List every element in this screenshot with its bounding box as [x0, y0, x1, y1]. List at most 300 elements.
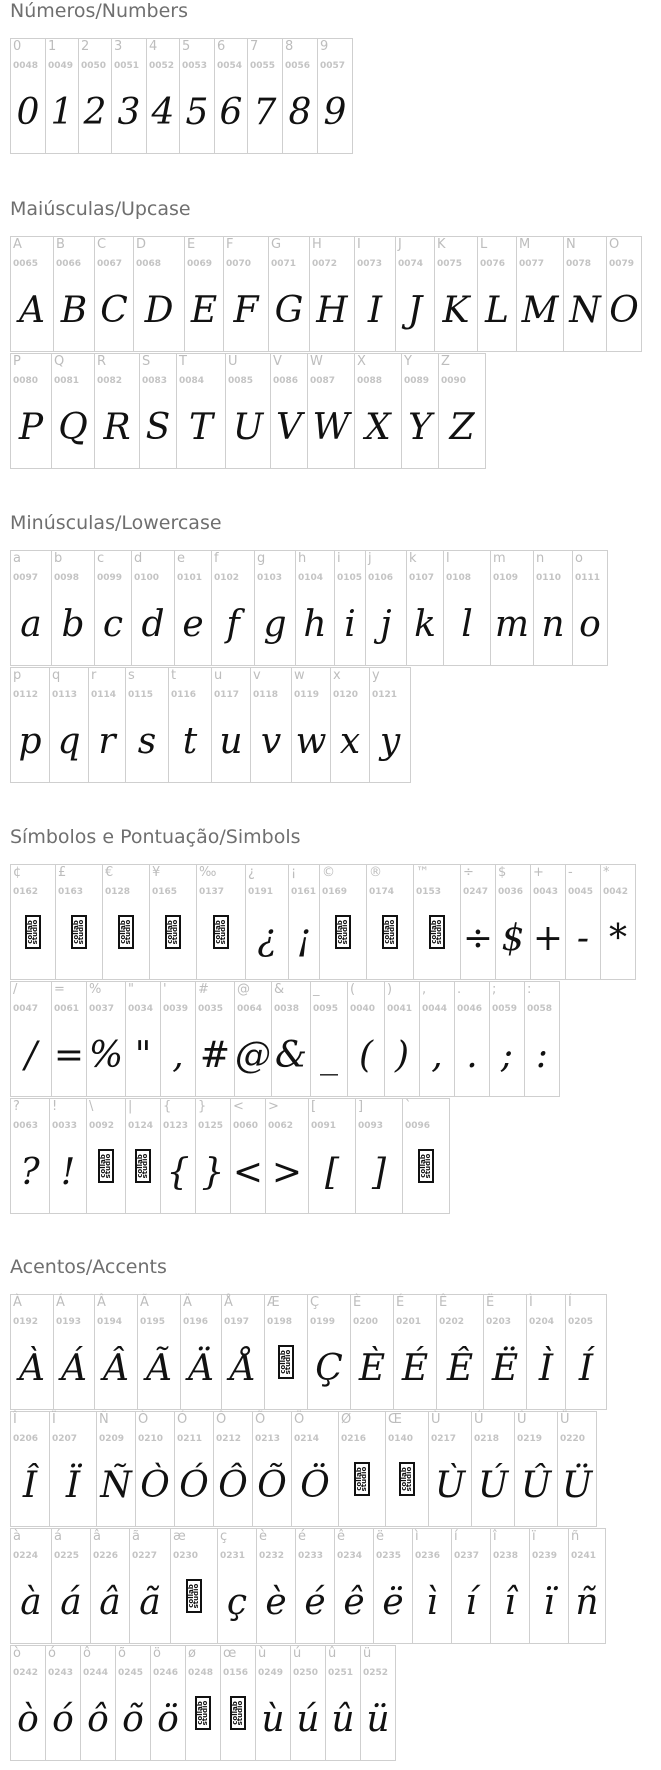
- glyph-cell: [115, 1645, 151, 1761]
- glyph-code-label: 0125: [198, 1121, 224, 1131]
- glyph-code-label: 0070: [226, 259, 252, 269]
- glyph-char-label: !: [52, 1099, 58, 1114]
- glyph-sample: /: [24, 1035, 38, 1076]
- glyph-sample: ): [394, 1035, 410, 1076]
- glyph-code-label: 0225: [54, 1551, 80, 1561]
- glyph-char-label: ö: [153, 1646, 161, 1661]
- glyph-cell: [483, 1294, 527, 1410]
- glyph-grid: [10, 550, 607, 784]
- glyph-sample: È: [358, 1348, 386, 1389]
- glyph-char-label: D: [136, 237, 147, 252]
- glyph-char-label: É: [396, 1295, 405, 1310]
- glyph-code-label: 0219: [517, 1434, 543, 1444]
- glyph-code-label: 0243: [48, 1668, 74, 1678]
- glyph-cell: [413, 864, 461, 980]
- placeholder-text: collab studio: [214, 919, 227, 945]
- glyph-cell: [317, 38, 353, 154]
- glyph-sample: J: [407, 290, 423, 331]
- glyph-code-label: 0206: [13, 1434, 39, 1444]
- glyph-code-label: 0066: [56, 259, 82, 269]
- glyph-code-label: 0140: [388, 1434, 414, 1444]
- glyph-code-label: 0054: [217, 61, 243, 71]
- glyph-cell: [354, 353, 402, 469]
- glyph-code-label: 0092: [89, 1121, 115, 1131]
- glyph-cell: [460, 864, 496, 980]
- glyph-code-label: 0200: [353, 1317, 379, 1327]
- glyph-cell: [271, 981, 311, 1097]
- glyph-code-label: 0100: [134, 573, 160, 583]
- glyph-code-label: 0062: [268, 1121, 294, 1131]
- glyph-cell: [49, 1411, 97, 1527]
- glyph-char-label: 4: [149, 39, 158, 54]
- glyph-char-label: Z: [441, 354, 450, 369]
- glyph-char-label: ©: [322, 865, 335, 880]
- glyph-code-label: 0036: [498, 887, 524, 897]
- glyph-sample: &: [274, 1035, 308, 1076]
- glyph-char-label: A: [13, 237, 22, 252]
- glyph-cell: [526, 1294, 566, 1410]
- glyph-code-label: 0165: [152, 887, 178, 897]
- glyph-grid: [10, 236, 641, 470]
- glyph-cell: [125, 1098, 161, 1214]
- glyph-cell: [10, 864, 56, 980]
- glyph-code-label: 0245: [118, 1668, 144, 1678]
- glyph-cell: [434, 236, 478, 352]
- glyph-sample: ï: [543, 1582, 555, 1623]
- glyph-code-label: 0109: [493, 573, 519, 583]
- glyph-code-label: 0239: [532, 1551, 558, 1561]
- glyph-cell: [53, 236, 95, 352]
- glyph-sample: É: [401, 1348, 429, 1389]
- glyph-cell: [256, 1528, 296, 1644]
- glyph-char-label: p: [13, 668, 22, 683]
- glyph-char-label: H: [312, 237, 322, 252]
- glyph-char-label: ó: [48, 1646, 56, 1661]
- glyph-code-label: 0197: [224, 1317, 250, 1327]
- glyph-char-label: ;: [492, 982, 497, 997]
- missing-glyph-placeholder-icon: [195, 1696, 211, 1730]
- glyph-cell: [254, 550, 296, 666]
- glyph-sample: L: [485, 290, 509, 331]
- glyph-char-label: j: [368, 551, 372, 566]
- glyph-sample: G: [274, 290, 304, 331]
- glyph-char-label: +: [533, 865, 544, 880]
- glyph-code-label: 0211: [177, 1434, 203, 1444]
- glyph-code-label: 0123: [163, 1121, 189, 1131]
- glyph-char-label: ã: [132, 1529, 140, 1544]
- glyph-code-label: 0059: [492, 1004, 518, 1014]
- glyph-code-label: 0045: [568, 887, 594, 897]
- glyph-code-label: 0091: [311, 1121, 337, 1131]
- glyph-cell: [524, 981, 560, 1097]
- glyph-sample: Å: [230, 1348, 256, 1389]
- section-title: Símbolos e Pontuação/Simbols: [10, 826, 301, 848]
- glyph-cell: [223, 236, 269, 352]
- glyph-char-label: Â: [97, 1295, 106, 1310]
- glyph-sample: 1: [50, 92, 74, 133]
- glyph-char-label: :: [527, 982, 532, 997]
- glyph-sample: i: [344, 604, 356, 645]
- missing-glyph-placeholder-icon: [25, 915, 41, 949]
- glyph-char-label: æ: [173, 1529, 186, 1544]
- glyph-sample: Ã: [146, 1348, 172, 1389]
- glyph-cell: [255, 1645, 291, 1761]
- glyph-char-label: k: [409, 551, 417, 566]
- glyph-char-label: 9: [320, 39, 329, 54]
- glyph-char-label: {: [163, 1099, 172, 1114]
- glyph-code-label: 0035: [198, 1004, 224, 1014]
- glyph-cell: [51, 981, 87, 1097]
- glyph-char-label: O: [609, 237, 620, 252]
- glyph-cell: [354, 236, 396, 352]
- glyph-sample: k: [414, 604, 436, 645]
- section-title: Maiúsculas/Upcase: [10, 198, 191, 220]
- glyph-cell: [568, 1528, 606, 1644]
- glyph-code-label: 0104: [298, 573, 324, 583]
- glyph-char-label: õ: [118, 1646, 126, 1661]
- glyph-code-label: 0105: [337, 573, 363, 583]
- glyph-cell: [137, 1294, 181, 1410]
- glyph-cell: [307, 353, 355, 469]
- glyph-code-label: 0084: [179, 376, 205, 386]
- glyph-row: [10, 1645, 606, 1761]
- missing-glyph-placeholder-icon: [399, 1462, 415, 1496]
- glyph-sample: -: [576, 918, 590, 959]
- glyph-sample: Á: [61, 1348, 87, 1389]
- glyph-char-label: C: [97, 237, 107, 252]
- glyph-cell: [529, 1528, 569, 1644]
- glyph-sample: ü: [366, 1699, 390, 1740]
- glyph-cell: [373, 1528, 413, 1644]
- section-title: Acentos/Accents: [10, 1256, 167, 1278]
- glyph-char-label: (: [350, 982, 356, 997]
- missing-glyph-placeholder-icon: [135, 1149, 151, 1183]
- glyph-char-label: Ô: [216, 1412, 227, 1427]
- glyph-sample: q: [57, 721, 81, 762]
- glyph-char-label: d: [134, 551, 143, 566]
- glyph-sample: ê: [343, 1582, 365, 1623]
- glyph-cell: [438, 353, 486, 469]
- glyph-sample: m: [494, 604, 530, 645]
- glyph-cell: [234, 981, 272, 1097]
- glyph-cell: [86, 981, 126, 1097]
- glyph-cell: [319, 864, 367, 980]
- glyph-cell: [86, 1098, 126, 1214]
- glyph-char-label: ,: [422, 982, 427, 997]
- glyph-char-label: Y: [404, 354, 412, 369]
- glyph-char-label: ‰: [199, 865, 217, 880]
- glyph-sample: ,: [172, 1035, 184, 1076]
- glyph-cell: [290, 1645, 326, 1761]
- glyph-cell: [51, 1528, 91, 1644]
- missing-glyph-placeholder-icon: [429, 915, 445, 949]
- glyph-char-label: ™: [416, 865, 429, 880]
- glyph-sample: [: [324, 1152, 340, 1193]
- glyph-sample: Ú: [477, 1465, 509, 1506]
- glyph-char-label: ]: [358, 1099, 364, 1114]
- glyph-char-label: f: [214, 551, 219, 566]
- glyph-code-label: 0044: [422, 1004, 448, 1014]
- glyph-code-label: 0052: [149, 61, 175, 71]
- glyph-char-label: %: [89, 982, 102, 997]
- glyph-cell: [401, 353, 439, 469]
- placeholder-text: collab studio: [26, 919, 39, 945]
- glyph-sample: X: [365, 407, 391, 448]
- glyph-code-label: 0235: [376, 1551, 402, 1561]
- glyph-cell: [477, 236, 517, 352]
- glyph-sample: Ä: [188, 1348, 214, 1389]
- glyph-char-label: ®: [369, 865, 382, 880]
- glyph-cell: [282, 38, 318, 154]
- glyph-code-label: 0128: [105, 887, 131, 897]
- glyph-cell: [150, 1645, 186, 1761]
- glyph-char-label: œ: [223, 1646, 237, 1661]
- glyph-cell: [412, 1528, 452, 1644]
- glyph-char-label: Î: [13, 1412, 17, 1427]
- glyph-cell: [10, 1411, 50, 1527]
- glyph-sample: Â: [103, 1348, 129, 1389]
- glyph-code-label: 0093: [358, 1121, 384, 1131]
- glyph-char-label: Ê: [439, 1295, 448, 1310]
- glyph-char-label: 1: [48, 39, 57, 54]
- glyph-cell: [265, 1098, 309, 1214]
- glyph-cell: [308, 1098, 356, 1214]
- glyph-sample: Ë: [491, 1348, 519, 1389]
- glyph-char-label: ë: [376, 1529, 384, 1544]
- glyph-code-label: 0060: [233, 1121, 259, 1131]
- glyph-char-label: ?: [13, 1099, 20, 1114]
- glyph-cell: [572, 550, 608, 666]
- glyph-char-label: [: [311, 1099, 317, 1114]
- glyph-sample: I: [367, 290, 383, 331]
- glyph-code-label: 0111: [575, 573, 601, 583]
- glyph-sample: í: [465, 1582, 477, 1623]
- glyph-char-label: l: [446, 551, 450, 566]
- glyph-sample: j: [380, 604, 392, 645]
- glyph-char-label: €: [105, 865, 114, 880]
- glyph-char-label: *: [603, 865, 610, 880]
- glyph-char-label: Ú: [474, 1412, 484, 1427]
- glyph-code-label: 0074: [398, 259, 424, 269]
- glyph-code-label: 0214: [294, 1434, 320, 1444]
- glyph-code-label: 0067: [97, 259, 123, 269]
- glyph-code-label: 0078: [566, 259, 592, 269]
- glyph-code-label: 0099: [97, 573, 123, 583]
- glyph-char-label: b: [54, 551, 63, 566]
- glyph-cell: [184, 236, 224, 352]
- placeholder-text: collab studio: [136, 1153, 149, 1179]
- glyph-sample: Ô: [218, 1465, 248, 1506]
- glyph-code-label: 0073: [357, 259, 383, 269]
- glyph-char-label: ü: [363, 1646, 372, 1661]
- glyph-code-label: 0082: [97, 376, 123, 386]
- glyph-sample: l: [461, 604, 473, 645]
- glyph-code-label: 0033: [52, 1121, 78, 1131]
- glyph-char-label: =: [54, 982, 65, 997]
- glyph-char-label: &: [274, 982, 285, 997]
- glyph-cell: [125, 667, 169, 783]
- glyph-code-label: 0162: [13, 887, 39, 897]
- glyph-cell: [250, 667, 292, 783]
- glyph-sample: â: [99, 1582, 121, 1623]
- glyph-code-label: 0124: [128, 1121, 154, 1131]
- missing-glyph-placeholder-icon: [71, 915, 87, 949]
- glyph-char-label: Ü: [560, 1412, 570, 1427]
- glyph-char-label: í: [454, 1529, 458, 1544]
- glyph-char-label: i: [337, 551, 341, 566]
- glyph-cell: [78, 38, 112, 154]
- missing-glyph-placeholder-icon: [354, 1462, 370, 1496]
- glyph-code-label: 0192: [13, 1317, 39, 1327]
- glyph-sample: U: [232, 407, 264, 448]
- missing-glyph-placeholder-icon: [418, 1149, 434, 1183]
- glyph-sample: Ö: [300, 1465, 330, 1506]
- glyph-code-label: 0065: [13, 259, 39, 269]
- glyph-code-label: 0071: [271, 259, 297, 269]
- glyph-code-label: 0051: [114, 61, 140, 71]
- glyph-cell: [10, 1294, 54, 1410]
- glyph-char-label: 5: [182, 39, 191, 54]
- glyph-code-label: 0069: [187, 259, 213, 269]
- glyph-cell: [94, 1294, 138, 1410]
- glyph-sample: E: [190, 290, 218, 331]
- glyph-char-label: Ï: [52, 1412, 56, 1427]
- glyph-cell: [160, 981, 196, 1097]
- glyph-cell: [565, 864, 601, 980]
- glyph-sample: ,: [431, 1035, 443, 1076]
- glyph-cell: [10, 1645, 46, 1761]
- glyph-code-label: 0063: [13, 1121, 39, 1131]
- glyph-char-label: 7: [250, 39, 259, 54]
- placeholder-text: collab studio: [355, 1466, 368, 1492]
- glyph-cell: [369, 667, 411, 783]
- glyph-cell: [221, 1294, 265, 1410]
- glyph-cell: [96, 1411, 136, 1527]
- glyph-char-label: â: [93, 1529, 101, 1544]
- glyph-sample: H: [316, 290, 348, 331]
- glyph-grid: [10, 38, 352, 155]
- placeholder-text: collab studio: [99, 1153, 112, 1179]
- glyph-code-label: 0199: [310, 1317, 336, 1327]
- glyph-sample: %: [88, 1035, 124, 1076]
- glyph-char-label: #: [198, 982, 209, 997]
- glyph-sample: Ñ: [100, 1465, 132, 1506]
- glyph-row: [10, 981, 635, 1097]
- glyph-cell: [195, 1098, 231, 1214]
- glyph-char-label: ¿: [248, 865, 255, 880]
- glyph-sample: À: [19, 1348, 45, 1389]
- glyph-char-label: Ñ: [99, 1412, 109, 1427]
- glyph-cell: [291, 1411, 339, 1527]
- glyph-sample: K: [442, 290, 470, 331]
- glyph-char-label: h: [298, 551, 307, 566]
- glyph-code-label: 0056: [285, 61, 311, 71]
- glyph-char-label: Á: [56, 1295, 65, 1310]
- glyph-cell: [220, 1645, 256, 1761]
- glyph-char-label: Æ: [267, 1295, 280, 1310]
- glyph-code-label: 0095: [313, 1004, 339, 1014]
- glyph-char-label: x: [333, 668, 341, 683]
- glyph-code-label: 0103: [257, 573, 283, 583]
- glyph-code-label: 0034: [128, 1004, 154, 1014]
- missing-glyph-placeholder-icon: [186, 1579, 202, 1613]
- glyph-sample: (: [358, 1035, 374, 1076]
- glyph-char-label: 2: [81, 39, 90, 54]
- glyph-char-label: Œ: [388, 1412, 402, 1427]
- glyph-cell: [295, 1528, 335, 1644]
- glyph-code-label: 0236: [415, 1551, 441, 1561]
- glyph-code-label: 0075: [437, 259, 463, 269]
- glyph-sample: Z: [449, 407, 475, 448]
- glyph-sample: C: [100, 290, 128, 331]
- glyph-sample: N: [569, 290, 601, 331]
- glyph-char-label: Û: [517, 1412, 527, 1427]
- glyph-cell: [88, 667, 126, 783]
- glyph-code-label: 0043: [533, 887, 559, 897]
- glyph-cell: [185, 1645, 221, 1761]
- glyph-code-label: 0102: [214, 573, 240, 583]
- glyph-code-label: 0048: [13, 61, 39, 71]
- glyph-cell: [10, 550, 52, 666]
- glyph-sample: P: [18, 407, 44, 448]
- glyph-cell: [268, 236, 310, 352]
- glyph-code-label: 0086: [273, 376, 299, 386]
- glyph-cell: [338, 1411, 386, 1527]
- glyph-code-label: 0169: [322, 887, 348, 897]
- glyph-row: [10, 1294, 606, 1410]
- glyph-grid: [10, 864, 635, 1215]
- glyph-sample: B: [60, 290, 88, 331]
- glyph-code-label: 0068: [136, 259, 162, 269]
- glyph-cell: [334, 1528, 374, 1644]
- glyph-char-label: J: [398, 237, 402, 252]
- glyph-char-label: è: [259, 1529, 267, 1544]
- glyph-code-label: 0230: [173, 1551, 199, 1561]
- glyph-char-label: -: [568, 865, 573, 880]
- glyph-cell: [146, 38, 180, 154]
- glyph-code-label: 0156: [223, 1668, 249, 1678]
- glyph-cell: [270, 353, 308, 469]
- glyph-cell: [245, 864, 289, 980]
- glyph-char-label: $: [498, 865, 507, 880]
- glyph-char-label: ): [387, 982, 393, 997]
- glyph-char-label: \: [89, 1099, 94, 1114]
- glyph-sample: ë: [382, 1582, 404, 1623]
- glyph-sample: a: [20, 604, 42, 645]
- glyph-code-label: 0210: [138, 1434, 164, 1444]
- glyph-cell: [310, 981, 348, 1097]
- glyph-sample: Y: [408, 407, 432, 448]
- glyph-char-label: ¢: [13, 865, 22, 880]
- glyph-cell: [139, 353, 177, 469]
- glyph-cell: [436, 1294, 484, 1410]
- glyph-sample: Ó: [179, 1465, 209, 1506]
- glyph-cell: [10, 1098, 50, 1214]
- glyph-sample: Õ: [257, 1465, 287, 1506]
- glyph-sample: b: [61, 604, 85, 645]
- glyph-cell: [195, 981, 235, 1097]
- glyph-sample: :: [535, 1035, 549, 1076]
- glyph-char-label: B: [56, 237, 65, 252]
- glyph-code-label: 0064: [237, 1004, 263, 1014]
- glyph-cell: [49, 1098, 87, 1214]
- glyph-cell: [606, 236, 642, 352]
- glyph-char-label: a: [13, 551, 21, 566]
- glyph-sample: á: [60, 1582, 82, 1623]
- glyph-sample: c: [102, 604, 124, 645]
- glyph-code-label: 0234: [337, 1551, 363, 1561]
- glyph-cell: [180, 1294, 222, 1410]
